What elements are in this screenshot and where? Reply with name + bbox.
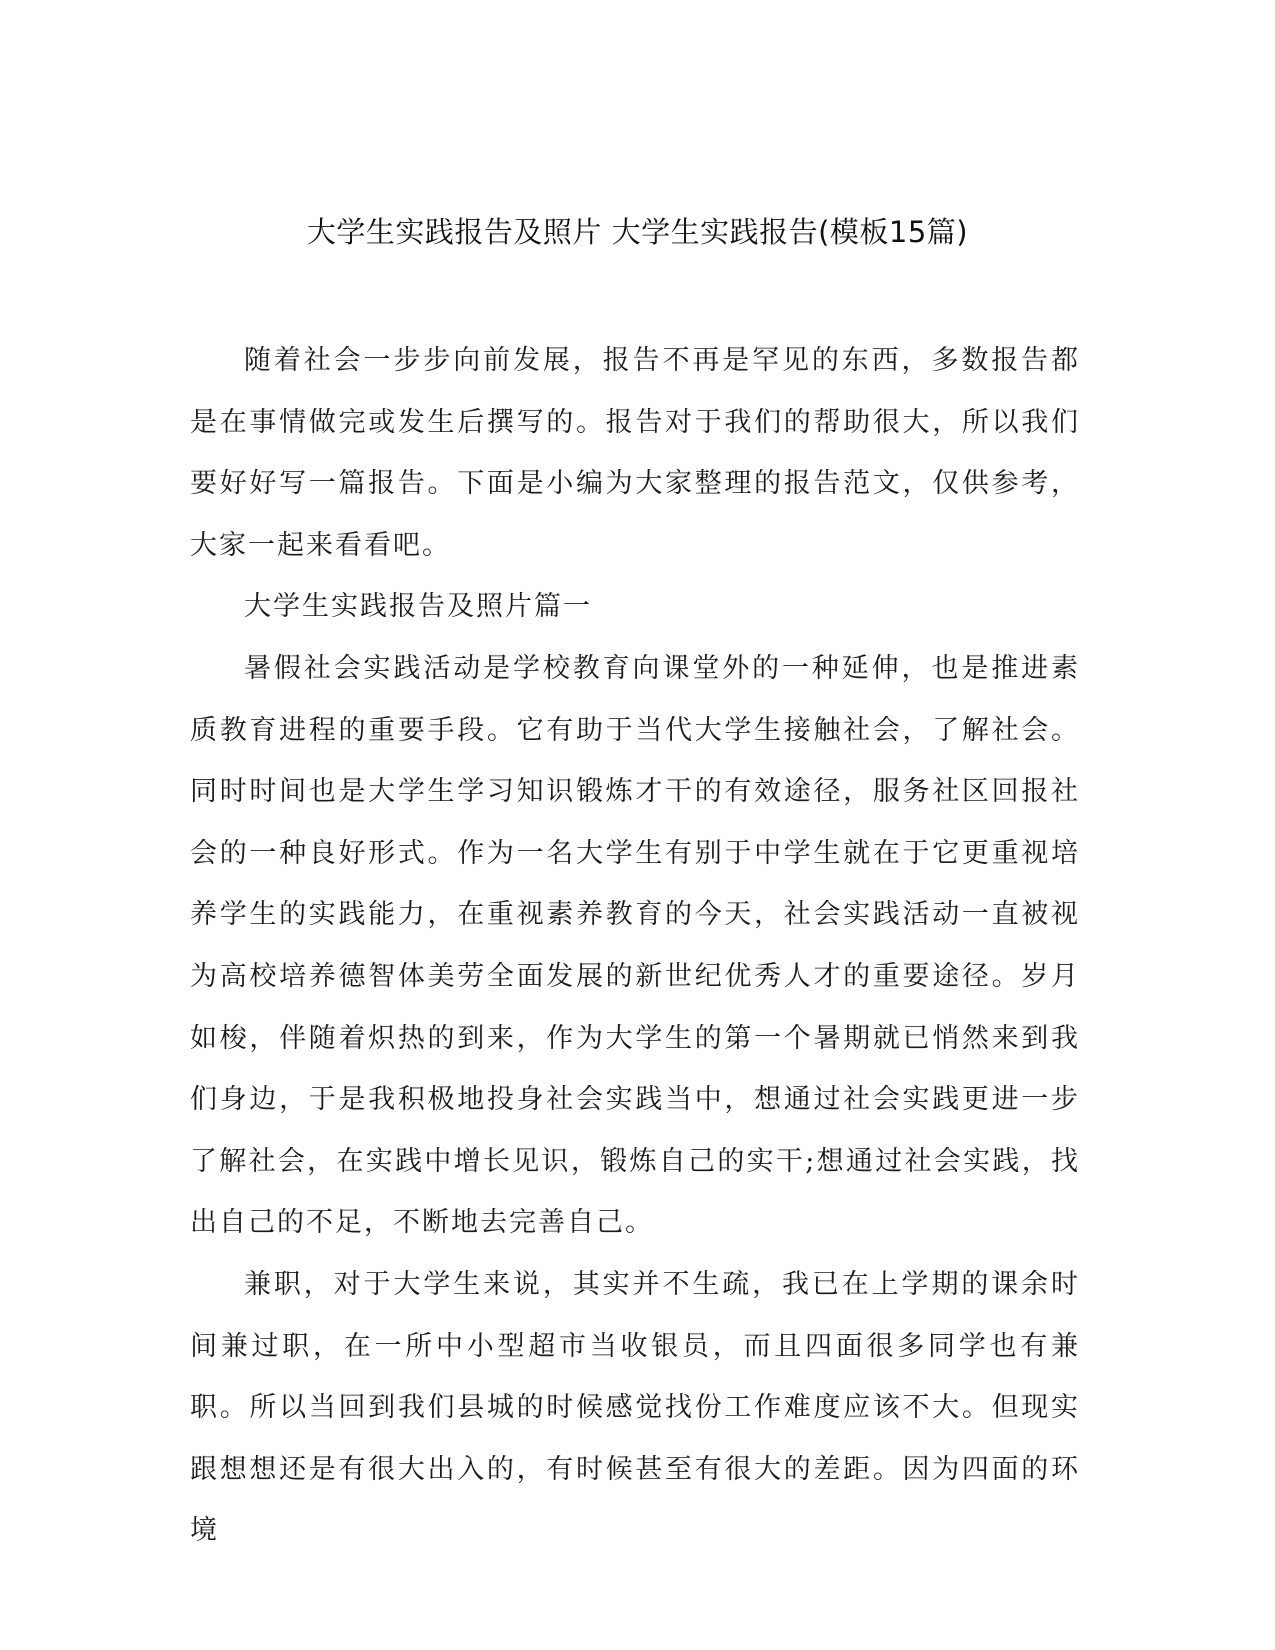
paragraph-intro: 随着社会一步步向前发展，报告不再是罕见的东西，多数报告都是在事情做完或发生后撰写的。报告对于我们的帮助很大，所以我们要好好写一篇报告。下面是小编为大家整理的报告范文，仅供参考，大家一起来看看吧。 bbox=[190, 345, 1080, 561]
document-body bbox=[190, 330, 1080, 1562]
paragraph-part-time-job: 兼职，对于大学生来说，其实并不生疏，我已在上学期的课余时间兼过职，在一所中小型超市当收银员，而且四面很多同学也有兼职。所以当回到我们县城的时候感觉找份工作难度应该不大。但现实跟想想还是有很大出入的，有时候甚至有很大的差距。因为四面的环境 bbox=[190, 1268, 1080, 1547]
document-title: 大学生实践报告及照片 大学生实践报告(模板15篇) bbox=[306, 215, 969, 249]
section-heading: 大学生实践报告及照片篇一 bbox=[244, 591, 592, 623]
paragraph-summer-practice: 暑假社会实践活动是学校教育向课堂外的一种延伸，也是推进素质教育进程的重要手段。它有助于当代大学生接触社会，了解社会。同时时间也是大学生学习知识锻炼才干的有效途径，服务社区回报社会的一种良好形式。作为一名大学生有别于中学生就在于它更重视培养学生的实践能力，在重视素养教育的今天，社会实践活动一直被视为高校培养德智体美劳全面发展的新世纪优秀人才的重要途径。岁月如梭，伴随着炽热的到来，作为大学生的第一个暑期就已悄然来到我们身边，于是我积极地投身社会实践当中，想通过社会实践更进一步了解社会，在实践中增长见识，锻炼自己的实干;想通过社会实践，找出自己的不足，不断地去完善自己。 bbox=[190, 652, 1080, 1239]
